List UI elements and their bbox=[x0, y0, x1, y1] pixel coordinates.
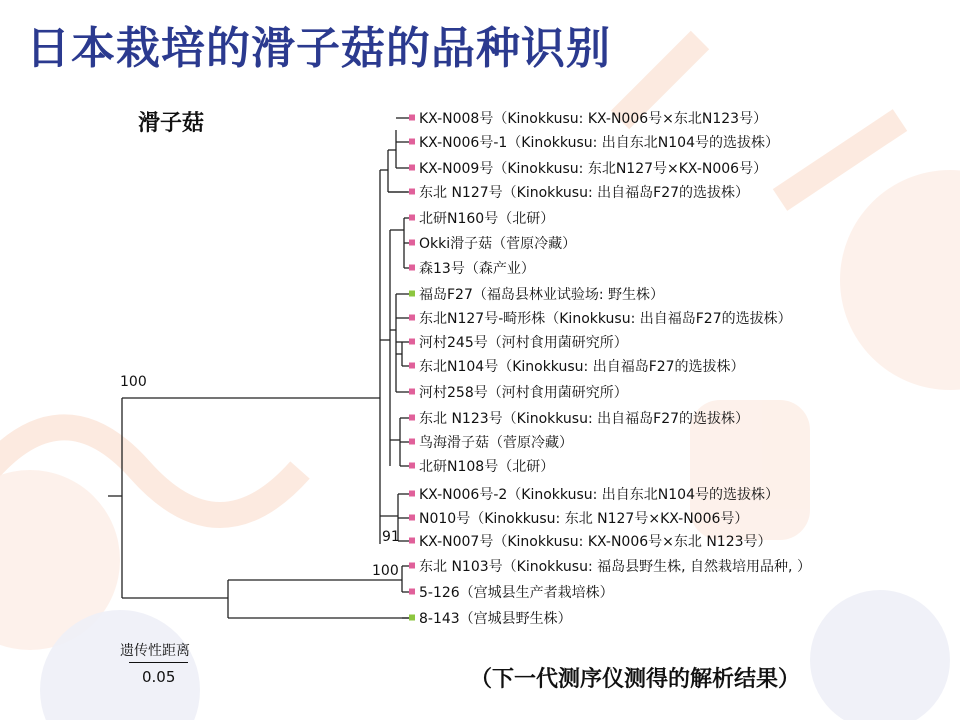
scale-bar bbox=[129, 662, 188, 663]
leaf-marker bbox=[409, 165, 415, 171]
leaf-marker bbox=[409, 589, 415, 595]
leaf-label: 东北 N127号（Kinokkusu: 出自福岛F27的选拔株） bbox=[419, 185, 750, 201]
leaf-marker bbox=[409, 339, 415, 345]
leaf-label: 河村258号（河村食用菌研究所） bbox=[419, 385, 628, 401]
leaf-label: KX-N006号-1（Kinokkusu: 出自东北N104号的选拔株） bbox=[419, 135, 779, 151]
leaf-marker bbox=[409, 389, 415, 395]
leaf-marker bbox=[409, 139, 415, 145]
leaf-marker bbox=[409, 538, 415, 544]
tree-branches bbox=[108, 130, 410, 618]
leaf-label: 北研N108号（北研） bbox=[419, 459, 555, 475]
slide-title: 日本栽培的滑子菇的品种识别 bbox=[26, 23, 611, 74]
support-value-root: 100 bbox=[120, 374, 147, 390]
leaf-marker bbox=[409, 215, 415, 221]
leaf-label: KX-N006号-2（Kinokkusu: 出自东北N104号的选拔株） bbox=[419, 487, 779, 503]
leaf-marker bbox=[409, 315, 415, 321]
leaf-label: N010号（Kinokkusu: 东北 N127号×KX-N006号） bbox=[419, 511, 749, 527]
tree-label: 滑子菇 bbox=[138, 111, 205, 136]
leaf-label: 北研N160号（北研） bbox=[419, 211, 555, 227]
leaf-labels bbox=[419, 111, 811, 627]
leaf-marker bbox=[409, 115, 415, 121]
leaf-marker bbox=[409, 291, 415, 297]
leaf-label: 森13号（森产业） bbox=[419, 261, 535, 277]
leaf-label: 东北 N123号（Kinokkusu: 出自福岛F27的选拔株） bbox=[419, 411, 750, 427]
leaf-label: KX-N008号（Kinokkusu: KX-N006号×东北N123号） bbox=[419, 111, 768, 127]
leaf-label: 8-143（宫城县野生株） bbox=[419, 611, 572, 627]
support-value-miyagi: 100 bbox=[372, 563, 399, 579]
leaf-markers bbox=[409, 115, 415, 621]
leaf-label: 东北 N103号（Kinokkusu: 福岛县野生株, 自然栽培用品种, ） bbox=[419, 559, 811, 575]
scale-value: 0.05 bbox=[142, 668, 176, 686]
leaf-marker bbox=[409, 415, 415, 421]
leaf-label: 河村245号（河村食用菌研究所） bbox=[419, 335, 628, 351]
leaf-marker bbox=[409, 515, 415, 521]
leaf-marker bbox=[409, 563, 415, 569]
leaf-label: 5-126（宫城县生产者栽培株） bbox=[419, 585, 614, 601]
leaf-marker bbox=[409, 363, 415, 369]
leaf-marker bbox=[409, 615, 415, 621]
leaf-marker bbox=[409, 463, 415, 469]
result-caption: （下一代测序仪测得的解析结果） bbox=[470, 667, 801, 692]
support-value-inner: 91 bbox=[382, 529, 400, 545]
leaf-marker bbox=[409, 189, 415, 195]
leaf-marker bbox=[409, 265, 415, 271]
leaf-label: 鸟海滑子菇（菅原冷藏） bbox=[419, 435, 573, 451]
leaf-label: 东北N104号（Kinokkusu: 出自福岛F27的选拔株） bbox=[419, 359, 745, 375]
leaf-label: KX-N007号（Kinokkusu: KX-N006号×东北 N123号） bbox=[419, 534, 772, 550]
leaf-label: 东北N127号-畸形株（Kinokkusu: 出自福岛F27的选拔株） bbox=[419, 311, 792, 327]
leaf-marker bbox=[409, 491, 415, 497]
leaf-marker bbox=[409, 240, 415, 246]
leaf-label: KX-N009号（Kinokkusu: 东北N127号×KX-N006号） bbox=[419, 161, 768, 177]
leaf-marker bbox=[409, 439, 415, 445]
scale-label: 遗传性距离 bbox=[120, 643, 190, 659]
leaf-label: Okki滑子菇（菅原冷藏） bbox=[419, 236, 577, 252]
leaf-label: 福岛F27（福岛县林业试验场: 野生株） bbox=[419, 287, 665, 303]
